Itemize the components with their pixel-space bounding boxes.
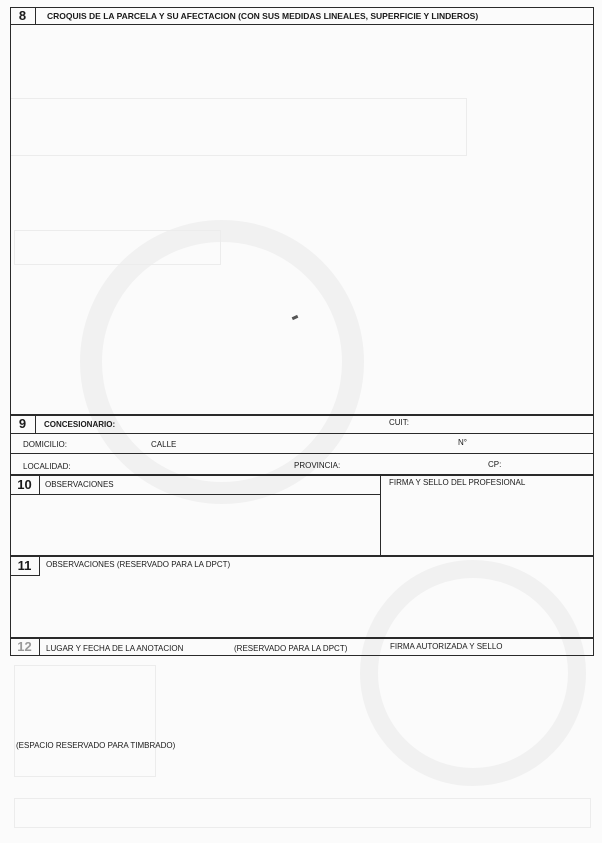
calle-label: CALLE xyxy=(151,440,177,449)
concesionario-label: CONCESIONARIO: xyxy=(44,420,116,429)
section-11-number: 11 xyxy=(10,557,40,575)
section-11-title: OBSERVACIONES (RESERVADO PARA LA DPCT) xyxy=(46,560,231,569)
lugar-fecha-label: LUGAR Y FECHA DE LA ANOTACION xyxy=(46,644,184,653)
ghost-reverse-table xyxy=(14,665,156,777)
cp-label: CP: xyxy=(488,460,502,469)
observaciones-label: OBSERVACIONES xyxy=(45,480,114,489)
section-9-row-divider xyxy=(10,453,594,454)
section-9-number: 9 xyxy=(10,415,36,433)
timbrado-label: (ESPACIO RESERVADO PARA TIMBRADO) xyxy=(16,741,176,750)
section-9-row-divider xyxy=(10,433,594,434)
reservado-dpct-label: (RESERVADO PARA LA DPCT) xyxy=(234,644,348,653)
section-10-number: 10 xyxy=(10,476,40,494)
numero-label: N° xyxy=(458,438,467,447)
section-8-title: CROQUIS DE LA PARCELA Y SU AFECTACION (CON SUS MEDIDAS LINEALES, SUPERFICIE Y LINDEROS) xyxy=(47,11,479,21)
section-11-header-divider xyxy=(10,575,40,576)
section-10-column-divider xyxy=(380,475,381,556)
domicilio-label: DOMICILIO: xyxy=(23,440,68,449)
cuit-label: CUIT: xyxy=(389,418,409,427)
croquis-drawing-area[interactable] xyxy=(11,25,593,414)
firma-profesional-label: FIRMA Y SELLO DEL PROFESIONAL xyxy=(389,478,526,487)
ghost-reverse-row xyxy=(14,798,591,828)
section-8-number: 8 xyxy=(10,7,36,24)
section-12-number: 12 xyxy=(10,638,40,656)
provincia-label: PROVINCIA: xyxy=(294,461,341,470)
localidad-label: LOCALIDAD: xyxy=(23,462,71,471)
section-10-header-divider xyxy=(10,494,380,495)
firma-autorizada-label: FIRMA AUTORIZADA Y SELLO xyxy=(390,642,503,651)
